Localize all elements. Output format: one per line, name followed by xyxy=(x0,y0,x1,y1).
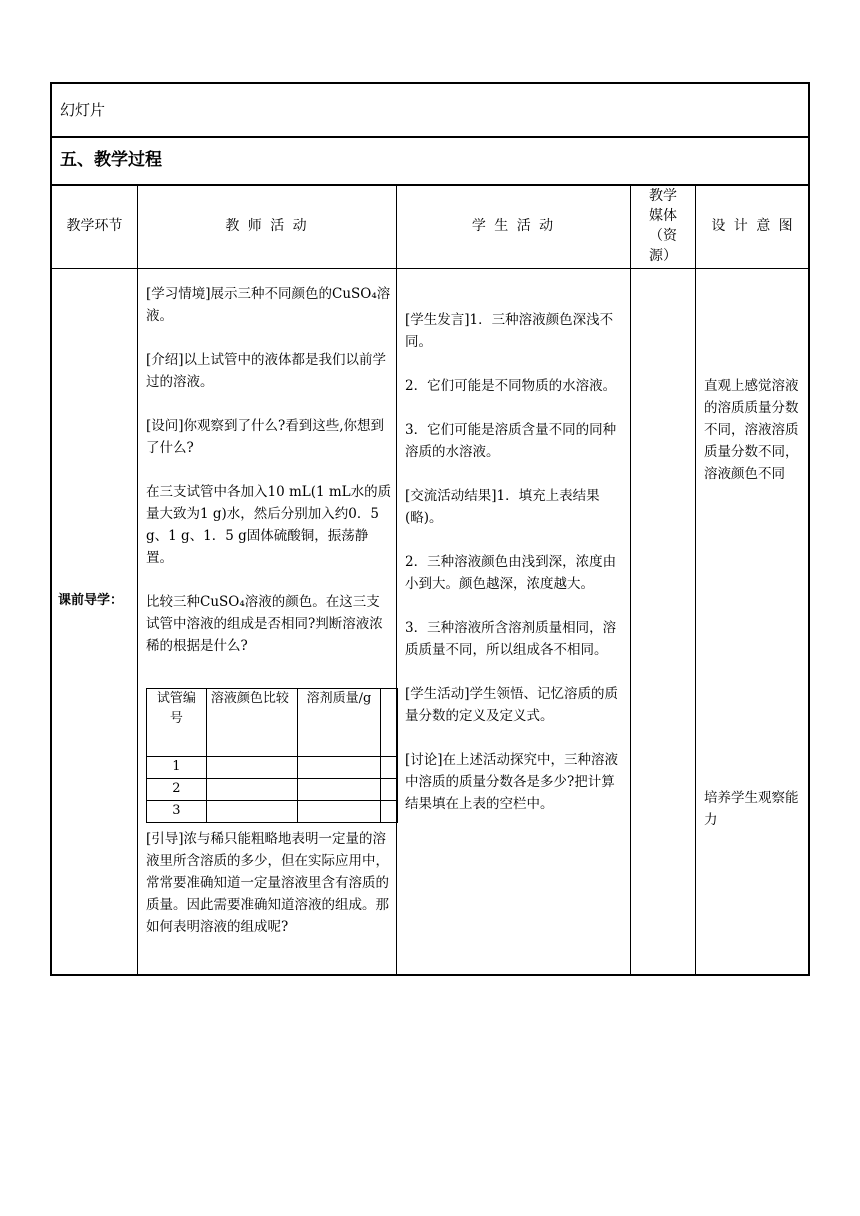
table-header-cell xyxy=(381,689,398,757)
student-paragraph: 3．它们可能是溶质含量不同的同种溶质的水溶液。 xyxy=(405,422,617,460)
table-cell xyxy=(297,801,381,823)
table-cell xyxy=(206,801,297,823)
row-divider xyxy=(50,184,810,186)
table-header-cell: 试管编号 xyxy=(147,689,207,757)
teacher-paragraph: [设问]你观察到了什么?看到这些,你想到了什么? xyxy=(146,418,385,456)
table-cell xyxy=(206,757,297,779)
table-cell: 3 xyxy=(147,801,207,823)
experiment-table xyxy=(146,688,398,823)
student-activities xyxy=(405,309,627,815)
teacher-paragraph: [学习情境]展示三种不同颜色的CuSO₄溶液。 xyxy=(146,286,391,324)
teacher-guidance: [引导]浓与稀只能粗略地表明一定量的溶液里所含溶质的多少，但在实际应用中，常常要准确知道一定量溶液里含有溶质的质量。因此需要准确知道溶液的组成。那如何表明溶液的组成呢? xyxy=(146,831,389,935)
table-header-cell: 溶液颜色比较 xyxy=(206,689,297,757)
header-design: 设 计 意 图 xyxy=(711,218,795,234)
student-paragraph: [讨论]在上述活动探究中，三种溶液中溶质的质量分数各是多少?把计算结果填在上表的空栏中。 xyxy=(405,752,619,812)
student-paragraph: [学生活动]学生领悟、记忆溶质的质量分数的定义及定义式。 xyxy=(405,686,619,724)
row-divider xyxy=(50,136,810,138)
table-cell xyxy=(297,779,381,801)
student-paragraph: [学生发言]1．三种溶液颜色深浅不同。 xyxy=(405,312,614,350)
student-paragraph: 2．它们可能是不同物质的水溶液。 xyxy=(405,378,617,394)
table-cell xyxy=(381,779,398,801)
header-stage: 教学环节 xyxy=(66,218,123,234)
student-paragraph: 3．三种溶液所含溶剂质量相同，溶质质量不同，所以组成各不相同。 xyxy=(405,620,617,658)
table-cell xyxy=(206,779,297,801)
header-teacher: 教 师 活 动 xyxy=(225,218,309,234)
design-note: 直观上感觉溶液的溶质质量分数不同，溶液溶质质量分数不同，溶液颜色不同 xyxy=(704,378,799,482)
table-cell xyxy=(381,801,398,823)
col-divider xyxy=(396,184,397,976)
table-header-cell: 溶剂质量/g xyxy=(297,689,381,757)
col-divider xyxy=(630,184,631,976)
design-note: 培养学生观察能力 xyxy=(704,790,799,828)
stage-label: 课前导学： xyxy=(58,593,124,608)
header-media-line: 源） xyxy=(649,248,677,264)
slide-row-label: 幻灯片 xyxy=(60,101,106,119)
teacher-activities xyxy=(146,283,392,657)
teacher-paragraph: 比较三种CuSO₄溶液的颜色。在这三支试管中溶液的组成是否相同?判断溶液浓稀的根据是什么? xyxy=(146,594,383,654)
section-title: 五、教学过程 xyxy=(60,150,162,170)
header-media-line: 媒体 xyxy=(649,208,677,224)
table-cell xyxy=(297,757,381,779)
teacher-paragraph: 在三支试管中各加入10 mL(1 mL水的质量大致为1 g)水，然后分别加入约0．5 g、1 g、1．5 g固体硫酸铜，振荡静置。 xyxy=(146,484,392,566)
header-media-line: （资 xyxy=(649,228,677,244)
student-paragraph: [交流活动结果]1．填充上表结果(略)。 xyxy=(405,488,600,526)
table-cell: 2 xyxy=(147,779,207,801)
col-divider xyxy=(695,184,696,976)
row-divider xyxy=(50,268,810,269)
col-divider xyxy=(137,184,138,976)
header-media-line: 教学 xyxy=(649,188,677,204)
header-student: 学 生 活 动 xyxy=(471,218,556,234)
teacher-paragraph: [介绍]以上试管中的液体都是我们以前学过的溶液。 xyxy=(146,352,387,390)
student-paragraph: 2．三种溶液颜色由浅到深，浓度由小到大。颜色越深，浓度越大。 xyxy=(405,554,617,592)
table-cell: 1 xyxy=(147,757,207,779)
header-media xyxy=(631,186,695,266)
table-cell xyxy=(381,757,398,779)
